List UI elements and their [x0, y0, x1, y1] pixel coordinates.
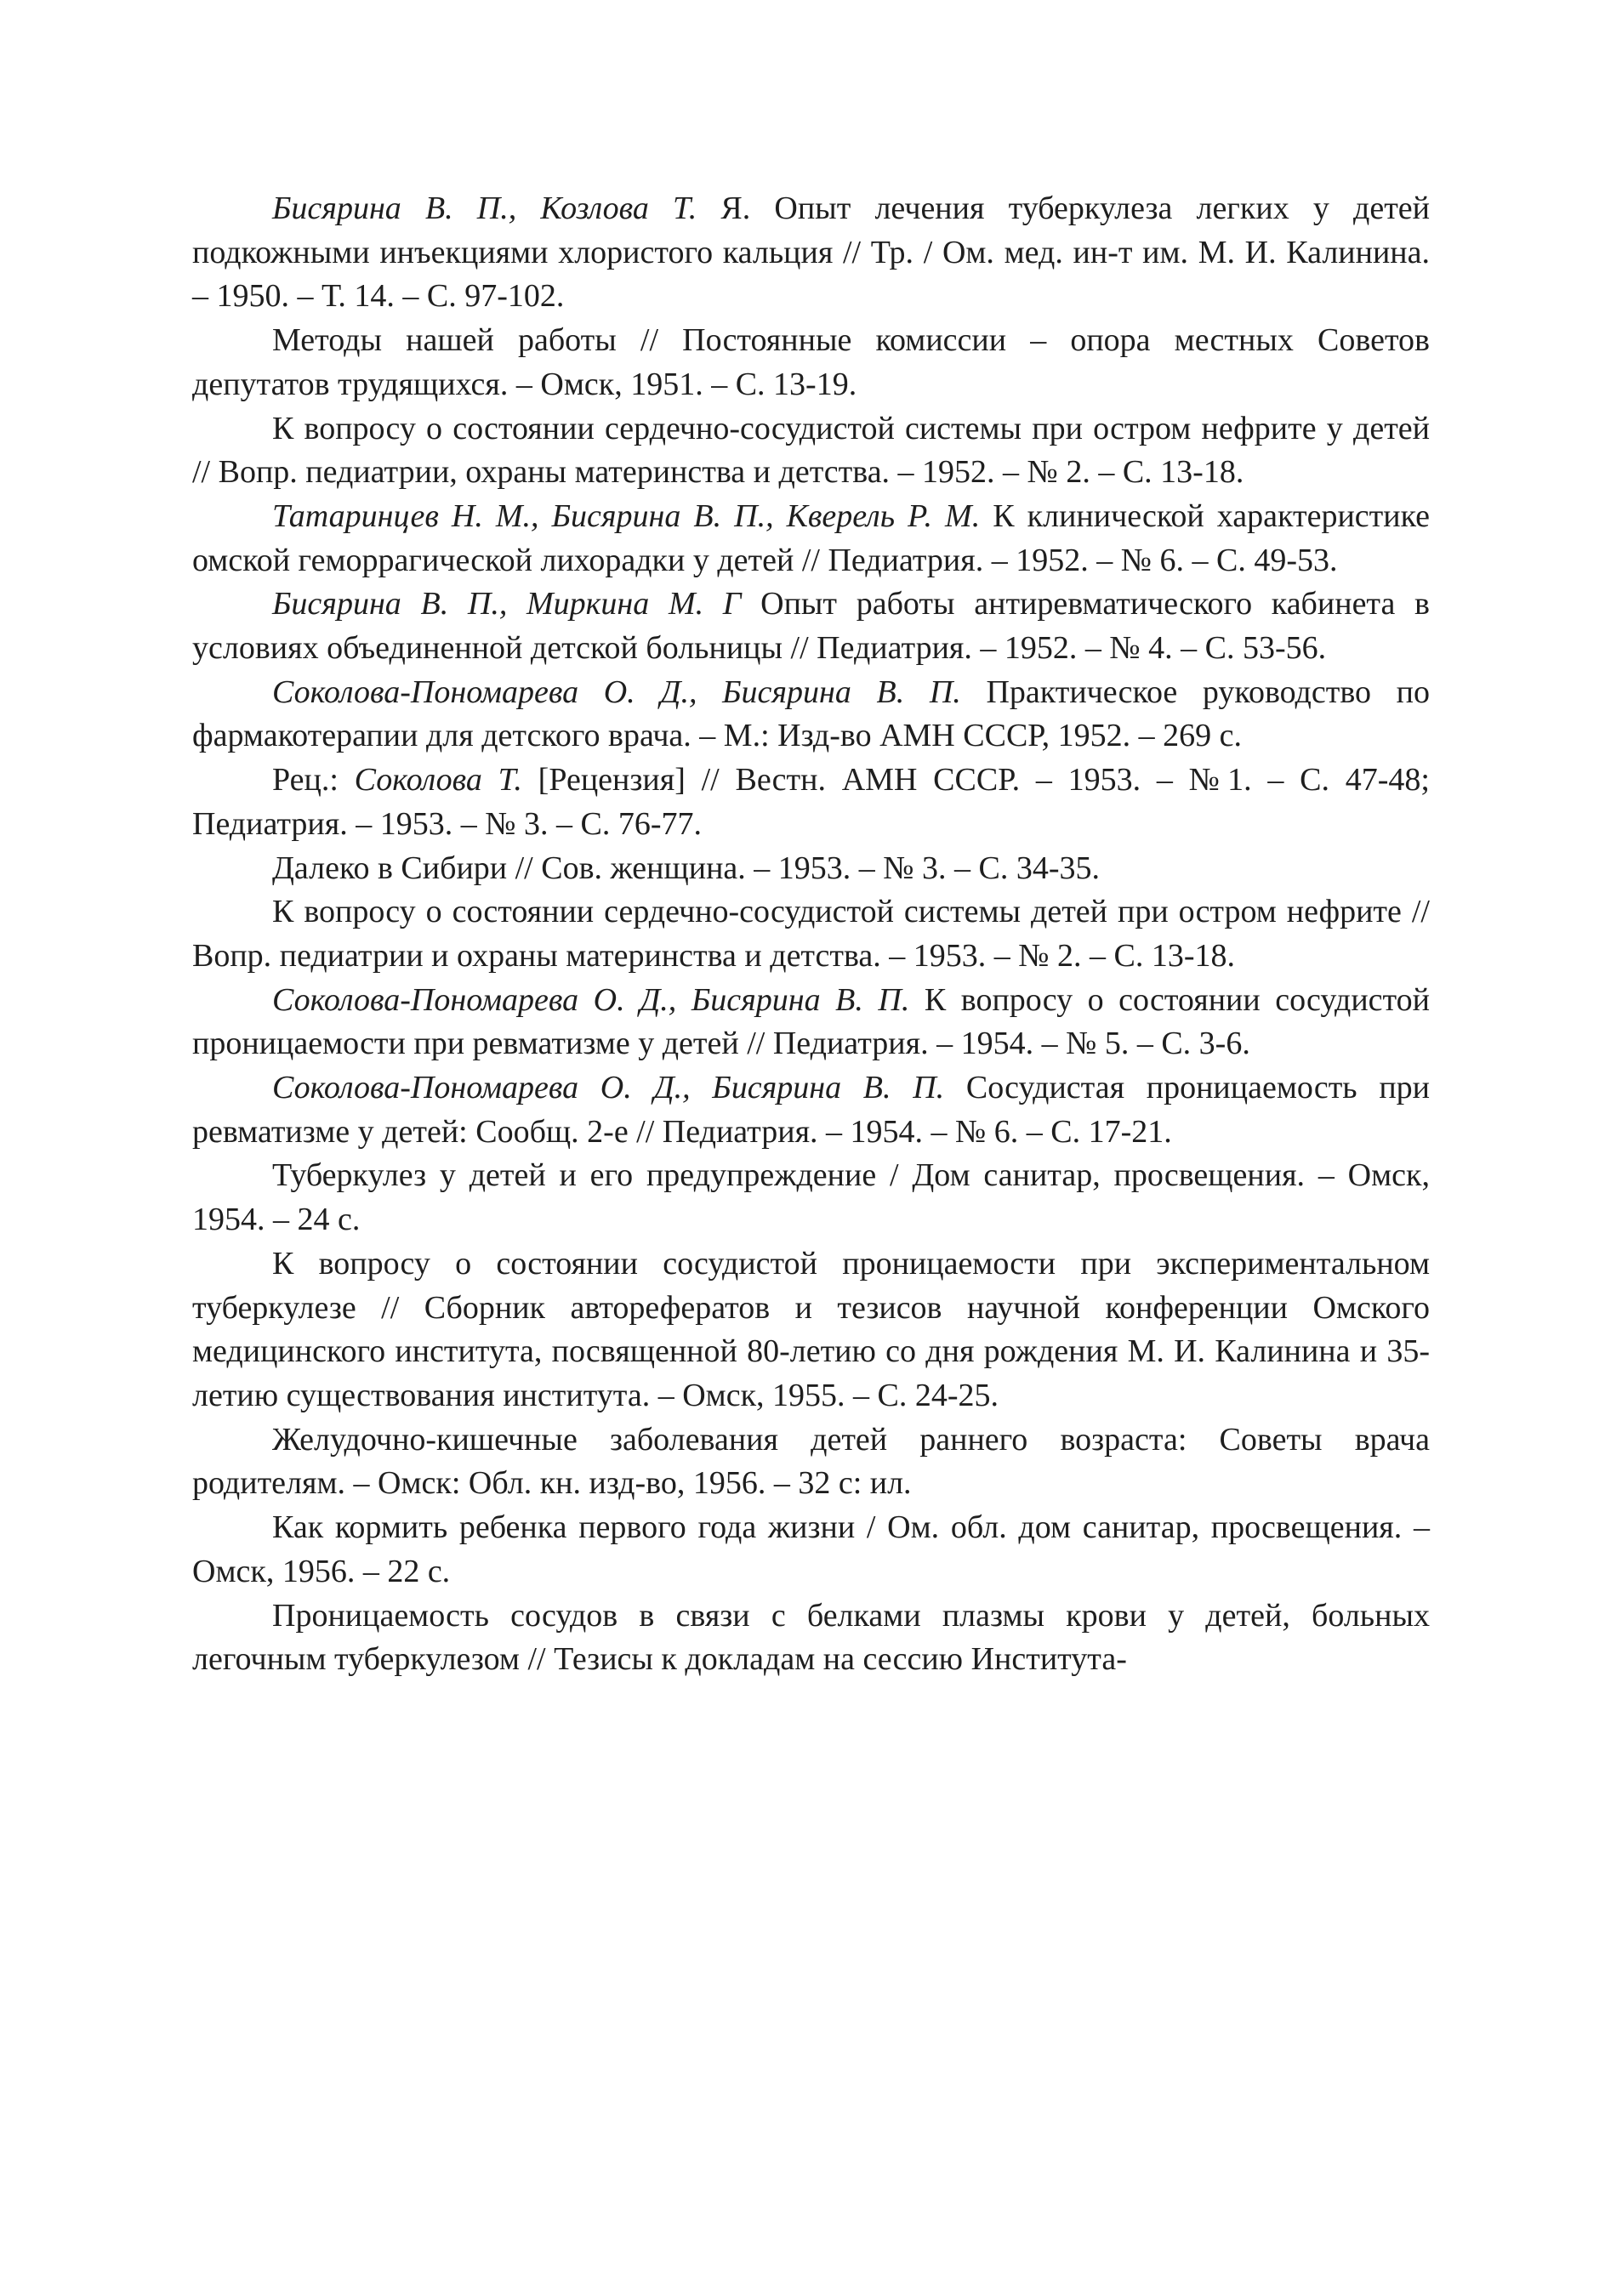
bibliography-entry: [192, 583, 1430, 670]
entry-text: Опыт работы антиревматического кабинета в условиях объединенной детской больницы // Педиатрия. – 1952. – № 4. – С. 53-56.: [192, 586, 1430, 667]
bibliography-entry: [192, 847, 1430, 891]
bibliography-entry: [192, 671, 1430, 759]
entry-text: Проницаемость сосудов в связи с белками плазмы крови у детей, больных легочным туберкулезом // Тезисы к докладам на сессию Института-: [192, 1597, 1430, 1678]
bibliography-list: [192, 187, 1430, 1682]
bibliography-entry: [192, 890, 1430, 978]
entry-text: Методы нашей работы // Постоянные комиссии – опора местных Советов депутатов трудящихся. – Омск, 1951. – С. 13-19.: [192, 322, 1430, 402]
entry-text: Далеко в Сибири // Сов. женщина. – 1953. – № 3. – С. 34-35.: [272, 850, 1101, 886]
entry-text: К вопросу о состоянии сердечно-сосудистой системы при остром нефрите у детей // Вопр. педиатрии, охраны материнства и детства. – 1952. – № 2. – С. 13-18.: [192, 410, 1430, 491]
entry-text: К вопросу о состоянии сосудистой проницаемости при экспериментальном туберкулезе // Сборник авторефератов и тезисов научной конференции Омского медицинского института, посвященной 80-летию со дня рождения М. И. Калинина и 35-летию существования института. – Омск, 1955. – С. 24-25.: [192, 1245, 1430, 1413]
bibliography-entry: [192, 407, 1430, 495]
entry-text: Желудочно-кишечные заболевания детей раннего возраста: Советы врача родителям. – Омск: Обл. кн. изд-во, 1956. – 32 с: ил.: [192, 1421, 1430, 1502]
bibliography-entry: [192, 1066, 1430, 1154]
review-prefix: Рец.:: [272, 762, 355, 798]
entry-text: К вопросу о состоянии сердечно-сосудистой системы детей при остром нефрите // Вопр. педиатрии и охраны материнства и детства. – 1953. – № 2. – С. 13-18.: [192, 894, 1430, 974]
bibliography-entry: [192, 187, 1430, 319]
entry-authors: Бисярина В. П., Миркина М. Г: [272, 586, 742, 622]
entry-authors: Соколова-Пономарева О. Д., Бисярина В. П.: [272, 981, 910, 1018]
entry-authors: Соколова-Пономарева О. Д., Бисярина В. П.: [272, 673, 961, 710]
entry-text: Я. Опыт лечения туберкулеза легких у детей подкожными инъекциями хлористого кальция // Тр. / Ом. мед. ин-т им. М. И. Калинина. – 1950. – Т. 14. – С. 97-102.: [192, 190, 1431, 315]
entry-authors: Бисярина В. П., Козлова Т.: [272, 190, 697, 226]
bibliography-entry: [192, 1154, 1430, 1242]
bibliography-entry: [192, 1506, 1430, 1594]
bibliography-entry: [192, 979, 1430, 1066]
entry-text: К клинической характеристике омской геморрагической лихорадки у детей // Педиатрия. – 1952. – № 6. – С. 49-53.: [192, 497, 1430, 578]
entry-authors: Татаринцев Н. М., Бисярина В. П., Кверель Р. М.: [272, 497, 981, 534]
entry-text: Туберкулез у детей и его предупреждение / Дом санитар, просвещения. – Омск, 1954. – 24 с.: [192, 1157, 1430, 1238]
bibliography-entry: [192, 1242, 1430, 1418]
bibliography-entry: [192, 1418, 1430, 1506]
bibliography-entry: [192, 319, 1430, 406]
review-entry: [192, 759, 1430, 846]
bibliography-entry: [192, 495, 1430, 583]
entry-text: Практическое руководство по фармакотерапии для детского врача. – М.: Изд-во АМН СССР, 1952. – 269 с.: [192, 673, 1430, 754]
entry-text: К вопросу о состоянии сосудистой проницаемости при ревматизме у детей // Педиатрия. – 1954. – № 5. – С. 3-6.: [192, 981, 1430, 1062]
review-author: Соколова Т.: [354, 762, 522, 798]
entry-text: Как кормить ребенка первого года жизни / Ом. обл. дом санитар, просвещения. – Омск, 1956. – 22 с.: [192, 1509, 1430, 1589]
bibliography-entry: [192, 1594, 1430, 1682]
entry-text: Сосудистая проницаемость при ревматизме у детей: Сообщ. 2-е // Педиатрия. – 1954. – № 6. – С. 17-21.: [192, 1070, 1430, 1150]
entry-authors: Соколова-Пономарева О. Д., Бисярина В. П.: [272, 1070, 945, 1106]
entry-text: [Рецензия] // Вестн. АМН СССР. – 1953. – №1. – С. 47-48; Педиатрия. – 1953. – № 3. – С. 76-77.: [192, 762, 1430, 842]
